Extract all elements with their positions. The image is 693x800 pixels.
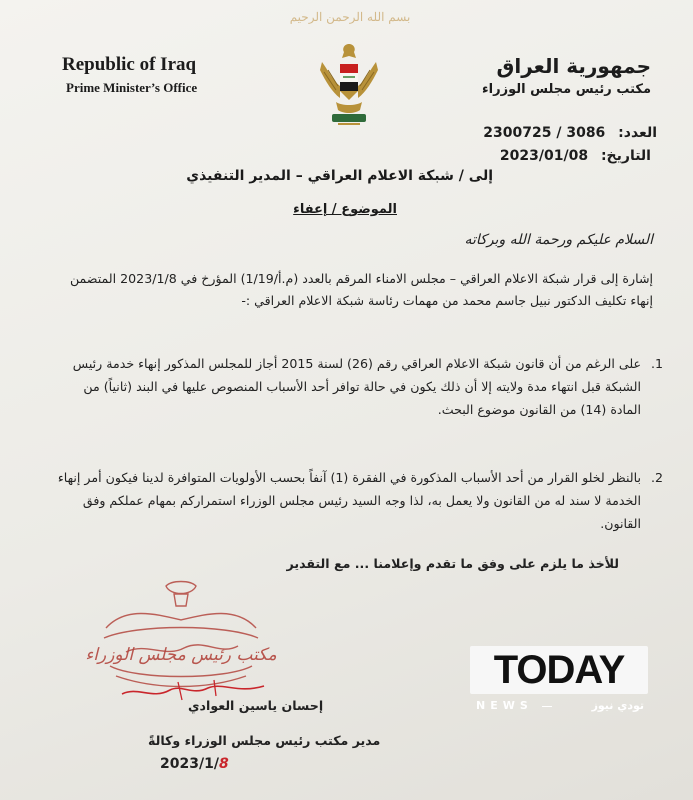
arabic-country-name: جمهورية العراق (496, 54, 651, 78)
iraq-eagle-emblem-icon (318, 40, 380, 132)
list-item-number: 1. (650, 356, 663, 371)
watermark-divider (542, 706, 552, 707)
watermark-arabic: تودي نيوز (591, 699, 644, 712)
watermark-brand: TODAY (470, 646, 648, 694)
list-item (51, 352, 663, 421)
letter-date-value: 2023/01/08 (499, 148, 589, 164)
reference-number-value: 2300725 / 3086 (483, 125, 606, 141)
letter-date-label: التاريخ: (600, 148, 651, 164)
top-motto: بسم الله الرحمن الرحيم (289, 10, 411, 24)
subject-line: الموضوع / إعفاء (293, 202, 397, 217)
english-country-name: Republic of Iraq (62, 54, 197, 75)
signatory-title: مدير مكتب رئيس مجلس الوزراء وكالةً (148, 733, 381, 748)
list-item-text: بالنظر لخلو القرار من أحد الأسباب المذكورة في الفقرة (1) آنفاً بحسب الأولويات المتوافرة لدينا فيكون أمر إنهاء الخدمة لا سند له من القانون ولا يعمل به، لذا وجه السيد رئيس مجلس الوزراء استمراركم بمهام عملكم وفق القانون. (57, 470, 641, 531)
letter-date (500, 148, 651, 164)
list-item-text: على الرغم من أن قانون شبكة الاعلام العراقي رقم (26) لسنة 2015 أجاز للمجلس المذكور إنهاء خدمة رئيس الشبكة قبل انتهاء مدة ولايته إلا أن ذلك يكون في حالة توافر أحد الأسباب المنصوص عليها في البند (ثانياً) من المادة (14) من القانون موضوع البحث. (72, 356, 641, 417)
reference-number (483, 125, 657, 141)
list-item-number: 2. (650, 470, 663, 485)
watermark-subline (470, 696, 648, 716)
signatory-name: إحسان ياسين العوادي (188, 698, 324, 713)
signature-date-day: 8 (218, 756, 229, 772)
intro-paragraph: إشارة إلى قرار شبكة الاعلام العراقي – مجلس الامناء المرقم بالعدد (م.أ/1/19) المؤرخ في 2023/1/8 المتضمن إنهاء تكليف الدكتور نبيل جاسم محمد من مهمات رئاسة شبكة الاعلام العراقي :- (69, 271, 653, 308)
reference-number-label: العدد: (618, 125, 657, 141)
arabic-office-name: مكتب رئيس مجلس الوزراء (482, 82, 651, 97)
list-item (51, 466, 663, 535)
recipient-line: إلى / شبكة الاعلام العراقي – المدير التنفيذي (186, 168, 493, 184)
watermark-news: NEWS (476, 699, 533, 712)
english-office-name: Prime Minister’s Office (66, 80, 198, 95)
today-news-watermark (470, 646, 648, 716)
signature-date (160, 756, 229, 772)
greeting: السلام عليكم ورحمة الله وبركاته (464, 232, 653, 248)
seal-text: مكتب رئيس مجلس الوزراء (85, 645, 277, 665)
closing-line: للأخذ ما يلزم على وفق ما تقدم وإعلامنا ... مع التقدير (286, 556, 619, 571)
signature-date-prefix: 2023/1/ (160, 756, 219, 772)
